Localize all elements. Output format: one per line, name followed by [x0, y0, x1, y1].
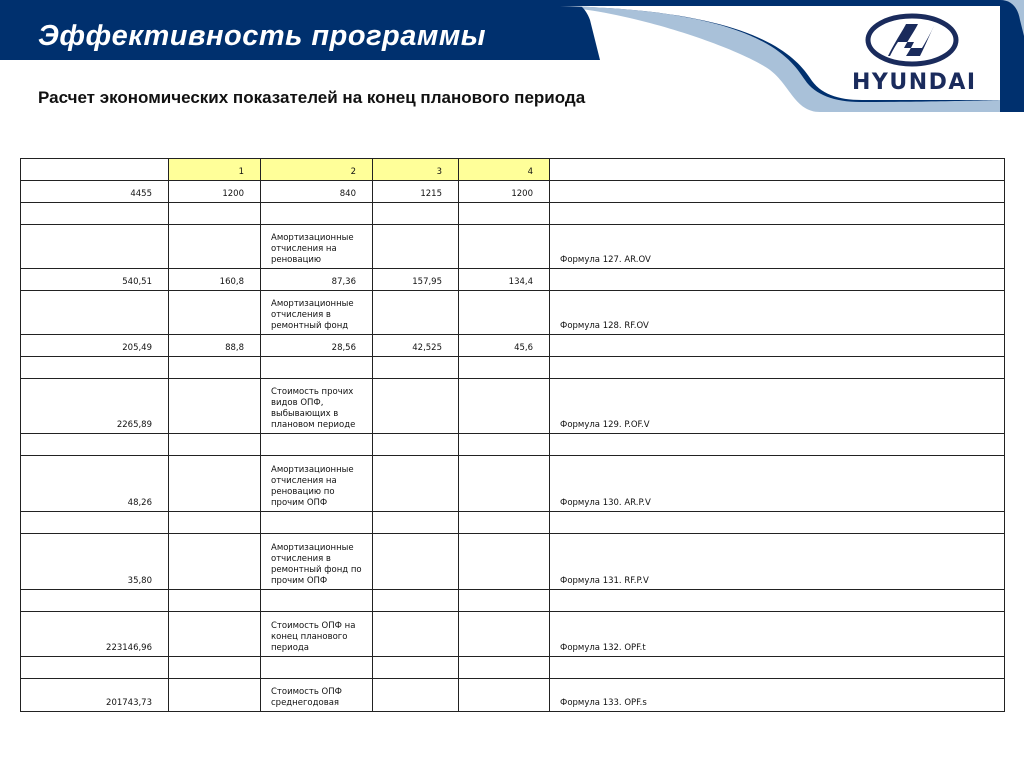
- indicator-description: Амортизационные отчисления в ремонтный фонд: [261, 291, 373, 335]
- table-cell: [459, 357, 550, 379]
- table-cell: [373, 590, 459, 612]
- table-row: [21, 181, 1005, 203]
- formula-reference: [550, 203, 1005, 225]
- table-cell: [21, 657, 169, 679]
- table-cell: [459, 590, 550, 612]
- formula-reference: Формула 128. RF.OV: [550, 291, 1005, 335]
- formula-reference: [550, 657, 1005, 679]
- page-title: Эффективность программы: [38, 20, 487, 52]
- table-row: [21, 512, 1005, 534]
- table-cell: [169, 225, 261, 269]
- table-row: [21, 291, 1005, 335]
- indicator-description: Стоимость ОПФ среднегодовая: [261, 679, 373, 712]
- table-cell: [169, 357, 261, 379]
- table-cell: 134,4: [459, 269, 550, 291]
- indicator-description: Амортизационные отчисления в ремонтный фонд по прочим ОПФ: [261, 534, 373, 590]
- formula-reference: [550, 512, 1005, 534]
- economic-indicators-table: [20, 158, 1005, 712]
- table-cell: [21, 434, 169, 456]
- formula-reference: [550, 335, 1005, 357]
- formula-reference: Формула 131. RF.P.V: [550, 534, 1005, 590]
- table-row: [21, 269, 1005, 291]
- table-row: [21, 590, 1005, 612]
- brand-text: HYUNDAI: [852, 70, 977, 95]
- table-cell: [169, 291, 261, 335]
- table-cell: [169, 456, 261, 512]
- table-cell: [459, 291, 550, 335]
- table-cell: [373, 512, 459, 534]
- table-cell: [373, 534, 459, 590]
- formula-reference: [550, 590, 1005, 612]
- table-cell: 28,56: [261, 335, 373, 357]
- table-cell: 840: [261, 181, 373, 203]
- table-cell: 1200: [459, 181, 550, 203]
- table-row: [21, 225, 1005, 269]
- table-cell: 4455: [21, 181, 169, 203]
- table-cell: [169, 590, 261, 612]
- formula-reference: Формула 130. AR.P.V: [550, 456, 1005, 512]
- header-cell: 2: [261, 159, 373, 181]
- indicator-description: [261, 203, 373, 225]
- table-cell: [373, 357, 459, 379]
- table-cell: [169, 203, 261, 225]
- formula-reference: Формула 133. OPF.s: [550, 679, 1005, 712]
- table-cell: [459, 225, 550, 269]
- table-cell: [21, 512, 169, 534]
- banner-left-white: [0, 60, 40, 112]
- table-row: [21, 612, 1005, 657]
- table-cell: [169, 657, 261, 679]
- table-cell: [373, 291, 459, 335]
- table-cell: [459, 203, 550, 225]
- indicator-description: [261, 434, 373, 456]
- table-cell: [459, 679, 550, 712]
- table-row: [21, 434, 1005, 456]
- header-cell: 1: [169, 159, 261, 181]
- table-cell: [21, 291, 169, 335]
- table-cell: [459, 512, 550, 534]
- table-cell: [459, 612, 550, 657]
- table-cell: [373, 225, 459, 269]
- table-cell: [459, 379, 550, 434]
- indicator-description: [261, 357, 373, 379]
- table-cell: [169, 679, 261, 712]
- table-row: [21, 679, 1005, 712]
- table-row: [21, 657, 1005, 679]
- table-header-row: [21, 159, 1005, 181]
- page-subtitle: Расчет экономических показателей на конец планового периода: [38, 88, 586, 107]
- table-cell: 157,95: [373, 269, 459, 291]
- table-row: [21, 456, 1005, 512]
- table-cell: [459, 534, 550, 590]
- table-cell: [21, 357, 169, 379]
- table-cell: 35,80: [21, 534, 169, 590]
- table-cell: [169, 612, 261, 657]
- table-cell: 540,51: [21, 269, 169, 291]
- formula-reference: [550, 357, 1005, 379]
- header-cell: [21, 159, 169, 181]
- formula-reference: Формула 132. OPF.t: [550, 612, 1005, 657]
- indicator-description: [261, 657, 373, 679]
- table-cell: 42,525: [373, 335, 459, 357]
- formula-reference: Формула 127. AR.OV: [550, 225, 1005, 269]
- formula-reference: Формула 129. P.OF.V: [550, 379, 1005, 434]
- table-cell: [373, 657, 459, 679]
- indicator-description: [261, 512, 373, 534]
- indicator-description: [261, 590, 373, 612]
- table-row: [21, 534, 1005, 590]
- indicator-description: Амортизационные отчисления на реновацию: [261, 225, 373, 269]
- header-cell: 4: [459, 159, 550, 181]
- table-cell: 201743,73: [21, 679, 169, 712]
- table-cell: [373, 434, 459, 456]
- table-cell: [21, 225, 169, 269]
- table-cell: 48,26: [21, 456, 169, 512]
- table-cell: [459, 434, 550, 456]
- table-cell: 1215: [373, 181, 459, 203]
- formula-reference: [550, 181, 1005, 203]
- table-cell: 205,49: [21, 335, 169, 357]
- table-cell: [373, 456, 459, 512]
- table-cell: [169, 379, 261, 434]
- table-cell: [373, 612, 459, 657]
- indicator-description: Амортизационные отчисления на реновацию по прочим ОПФ: [261, 456, 373, 512]
- table-cell: 87,36: [261, 269, 373, 291]
- indicator-description: Стоимость прочих видов ОПФ, выбывающих в плановом периоде: [261, 379, 373, 434]
- table-cell: 88,8: [169, 335, 261, 357]
- table-row: [21, 335, 1005, 357]
- table-cell: [459, 657, 550, 679]
- table-cell: 223146,96: [21, 612, 169, 657]
- table-cell: [373, 679, 459, 712]
- table-cell: 160,8: [169, 269, 261, 291]
- table-cell: [373, 379, 459, 434]
- formula-reference: [550, 434, 1005, 456]
- table-row: [21, 203, 1005, 225]
- table-cell: [21, 203, 169, 225]
- table-cell: [373, 203, 459, 225]
- table-cell: [169, 534, 261, 590]
- table-cell: 2265,89: [21, 379, 169, 434]
- table-cell: 1200: [169, 181, 261, 203]
- table-cell: 45,6: [459, 335, 550, 357]
- header-cell: [550, 159, 1005, 181]
- table-cell: [169, 512, 261, 534]
- table-cell: [21, 590, 169, 612]
- header-cell: 3: [373, 159, 459, 181]
- table-row: [21, 379, 1005, 434]
- table-row: [21, 357, 1005, 379]
- table-cell: [459, 456, 550, 512]
- table-cell: [169, 434, 261, 456]
- formula-reference: [550, 269, 1005, 291]
- indicator-description: Стоимость ОПФ на конец планового периода: [261, 612, 373, 657]
